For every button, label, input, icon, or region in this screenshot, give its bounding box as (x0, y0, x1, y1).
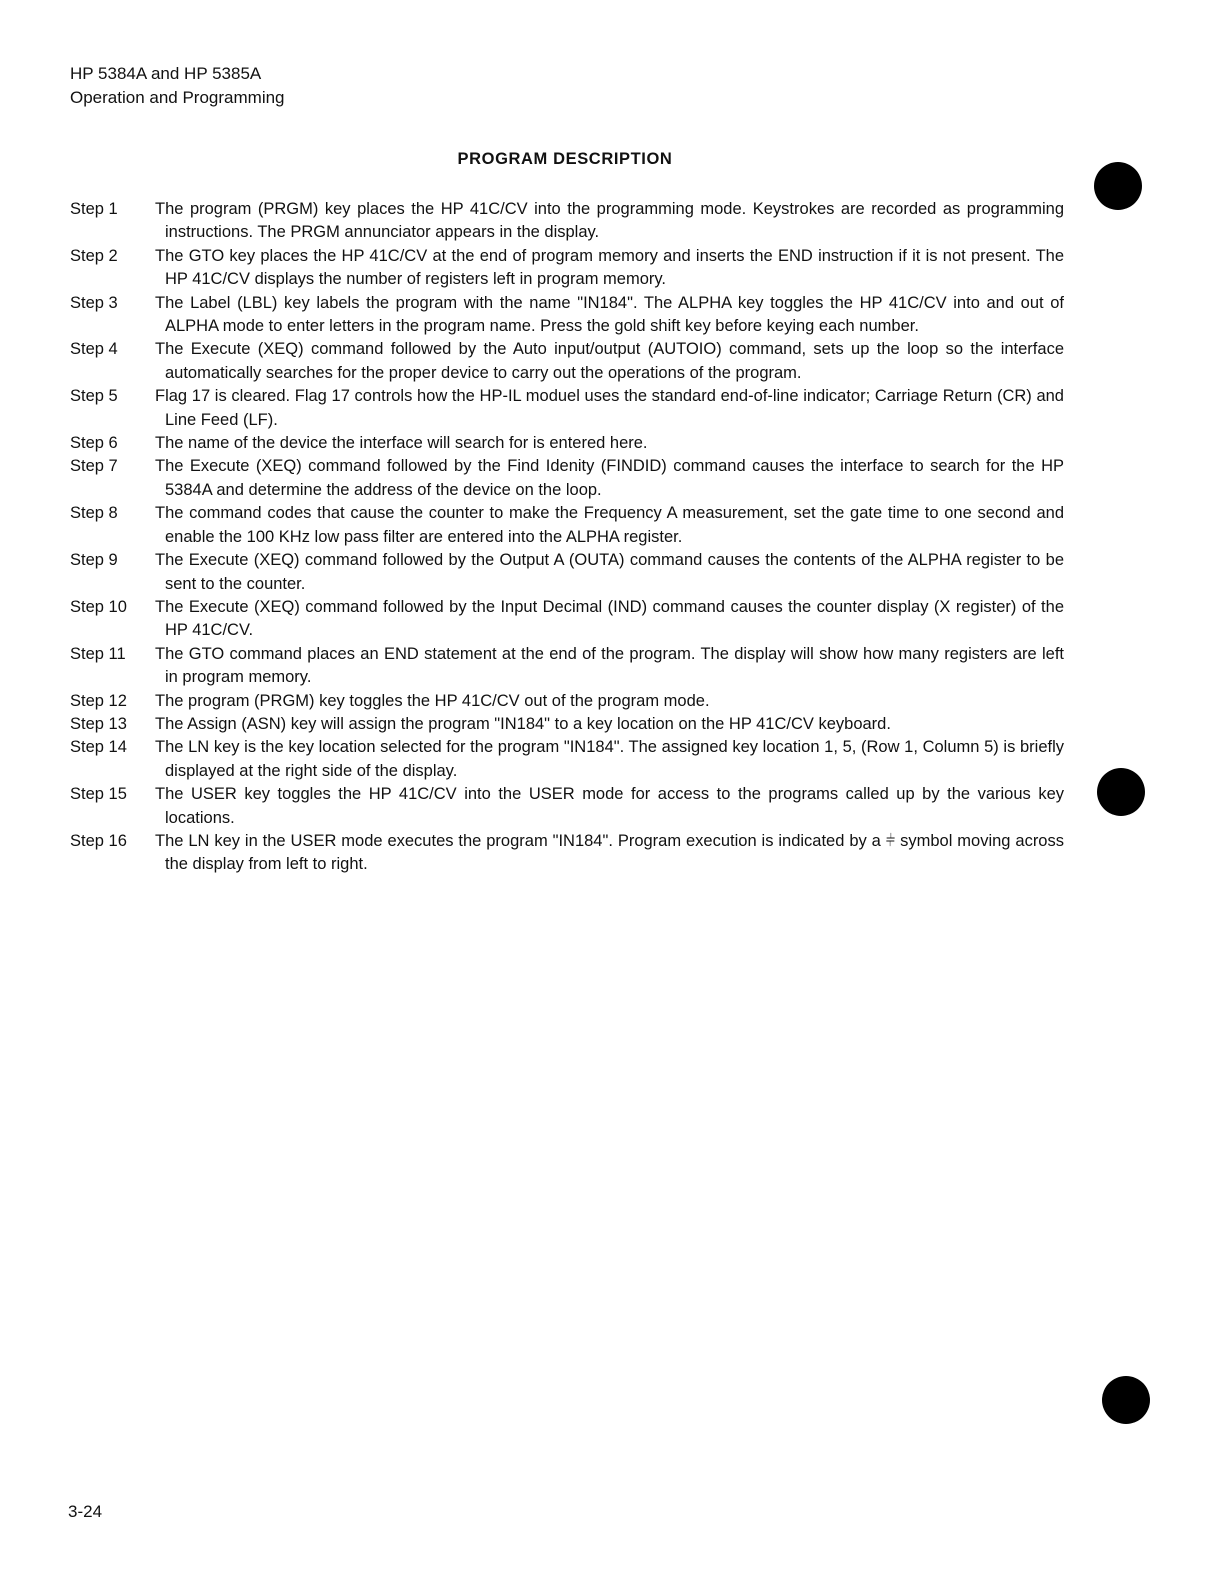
step-text: The Execute (XEQ) command followed by the Output A (OUTA) command causes the contents of the ALPHA register to be sent to the counter. (155, 551, 1064, 593)
step-text: The LN key in the USER mode executes the program "IN184". Program execution is indicated by a ⫩ symbol moving across the display from left to right. (155, 831, 1064, 874)
step-text: The Execute (XEQ) command followed by the Auto input/output (AUTOIO) command, sets up the loop so the interface automatically searches for the proper device to carry out the operations of the program. (155, 340, 1064, 382)
step-label: Step 2 (70, 246, 118, 265)
header-section-line: Operation and Programming (70, 88, 285, 107)
step-label: Step 16 (70, 831, 127, 850)
step-label: Step 15 (70, 785, 127, 804)
step-label: Step 13 (70, 714, 127, 733)
step-text: The GTO key places the HP 41C/CV at the end of program memory and inserts the END instruction if it is not present. The HP 41C/CV displays the number of registers left in program memory. (155, 246, 1064, 289)
step-text: The program (PRGM) key toggles the HP 41C/CV out of the program mode. (155, 691, 710, 710)
step-text: The GTO command places an END statement at the end of the program. The display will show how many registers are left in program memory. (155, 644, 1064, 687)
step-label: Step 6 (70, 434, 118, 453)
step-label: Step 1 (70, 200, 118, 218)
step-text: The Execute (XEQ) command followed by the Find Idenity (FINDID) command causes the interface to search for the HP 5384A and determine the address of the device on the loop. (155, 457, 1064, 499)
step-text: The program (PRGM) key places the HP 41C/CV into the programming mode. Keystrokes are recorded as programming instructions. The PRGM annunciator appears in the display. (155, 200, 1064, 242)
section-title: PROGRAM DESCRIPTION (457, 150, 673, 168)
step-label: Step 14 (70, 738, 127, 757)
step-item (70, 736, 1064, 783)
step-text: Flag 17 is cleared. Flag 17 controls how the HP-IL moduel uses the standard end-of-line indicator; Carriage Return (CR) and Line Feed (LF). (155, 387, 1064, 429)
step-label: Step 11 (70, 644, 126, 663)
step-item (70, 292, 1064, 339)
step-item (70, 198, 1064, 245)
step-item (70, 596, 1064, 643)
step-label: Step 5 (70, 387, 118, 406)
header-product-line: HP 5384A and HP 5385A (70, 64, 262, 83)
step-text: The command codes that cause the counter to make the Frequency A measurement, set the gate time to one second and enable the 100 KHz low pass filter are entered into the ALPHA register. (155, 504, 1064, 546)
step-label: Step 8 (70, 504, 118, 523)
step-item (70, 245, 1064, 292)
step-item (70, 549, 1064, 596)
binder-hole-icon (1094, 162, 1142, 210)
running-header (70, 62, 285, 110)
step-text: The USER key toggles the HP 41C/CV into the USER mode for access to the programs called up by the various key locations. (155, 785, 1064, 827)
step-item (70, 385, 1064, 432)
step-label: Step 10 (70, 597, 127, 616)
step-item (70, 432, 1064, 455)
step-label: Step 7 (70, 457, 118, 476)
step-item (70, 690, 1064, 713)
step-label: Step 4 (70, 340, 118, 359)
step-text: The name of the device the interface will search for is entered here. (155, 434, 648, 453)
binder-hole-icon (1102, 1376, 1150, 1424)
step-text: The LN key is the key location selected for the program "IN184". The assigned key location 1, 5, (Row 1, Column 5) is briefly displayed at the right side of the display. (155, 738, 1064, 780)
binder-hole-icon (1097, 768, 1145, 816)
step-text: The Execute (XEQ) command followed by the Input Decimal (IND) command causes the counter display (X register) of the HP 41C/CV. (155, 597, 1064, 640)
step-item (70, 502, 1064, 549)
step-item (70, 455, 1064, 502)
step-item (70, 713, 1064, 736)
step-item (70, 338, 1064, 385)
step-item (70, 643, 1064, 690)
step-item (70, 830, 1064, 877)
step-list (70, 198, 1064, 877)
step-label: Step 9 (70, 551, 118, 570)
step-text: The Assign (ASN) key will assign the program "IN184" to a key location on the HP 41C/CV keyboard. (155, 714, 891, 733)
step-label: Step 12 (70, 691, 127, 710)
step-item (70, 783, 1064, 830)
page-number: 3-24 (68, 1502, 103, 1521)
step-label: Step 3 (70, 293, 118, 312)
step-text: The Label (LBL) key labels the program with the name "IN184". The ALPHA key toggles the HP 41C/CV into and out of ALPHA mode to enter letters in the program name. Press the gold shift key before keying each number. (155, 293, 1064, 336)
